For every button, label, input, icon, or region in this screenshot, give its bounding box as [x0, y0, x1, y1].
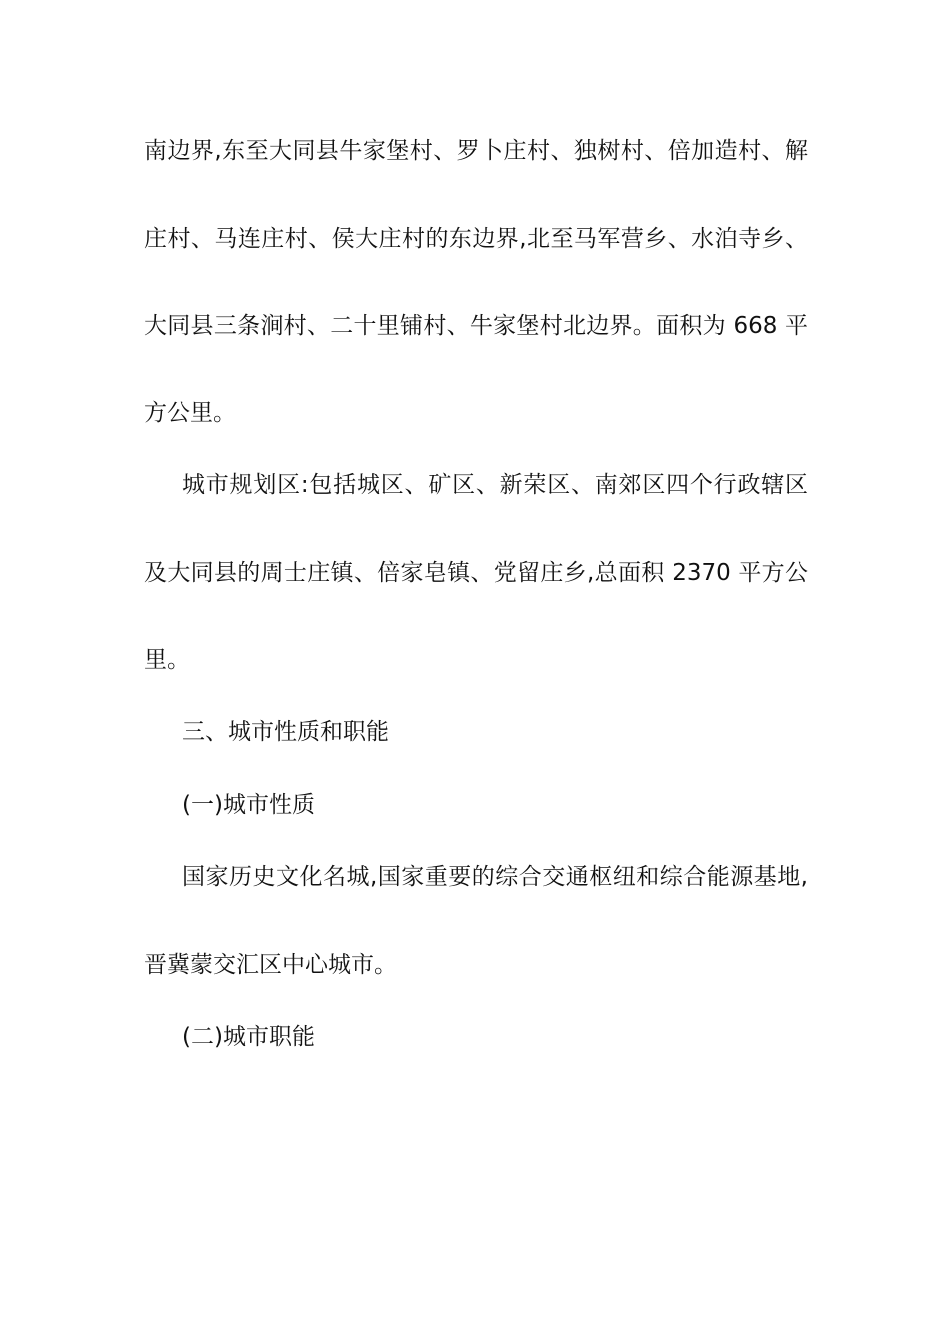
paragraph-line: 南边界,东至大同县牛家堡村、罗卜庄村、独树村、倍加造村、解	[144, 138, 808, 164]
paragraph-line: 国家历史文化名城,国家重要的综合交通枢纽和综合能源基地,	[182, 864, 808, 890]
paragraph-line: 大同县三条涧村、二十里铺村、牛家堡村北边界。面积为 668 平	[144, 313, 808, 339]
paragraph-line: 庄村、马连庄村、侯大庄村的东边界,北至马军营乡、水泊寺乡、	[144, 226, 808, 252]
paragraph-line: 及大同县的周士庄镇、倍家皂镇、党留庄乡,总面积 2370 平方公	[144, 560, 808, 586]
paragraph-line: 方公里。	[144, 400, 236, 426]
paragraph-line: 城市规划区:包括城区、矿区、新荣区、南郊区四个行政辖区	[182, 472, 808, 498]
paragraph-line: 晋冀蒙交汇区中心城市。	[144, 952, 397, 978]
section-heading: 三、城市性质和职能	[182, 719, 389, 745]
paragraph-line: 里。	[144, 647, 190, 673]
subsection-heading: (二)城市职能	[182, 1024, 315, 1050]
subsection-heading: (一)城市性质	[182, 792, 315, 818]
